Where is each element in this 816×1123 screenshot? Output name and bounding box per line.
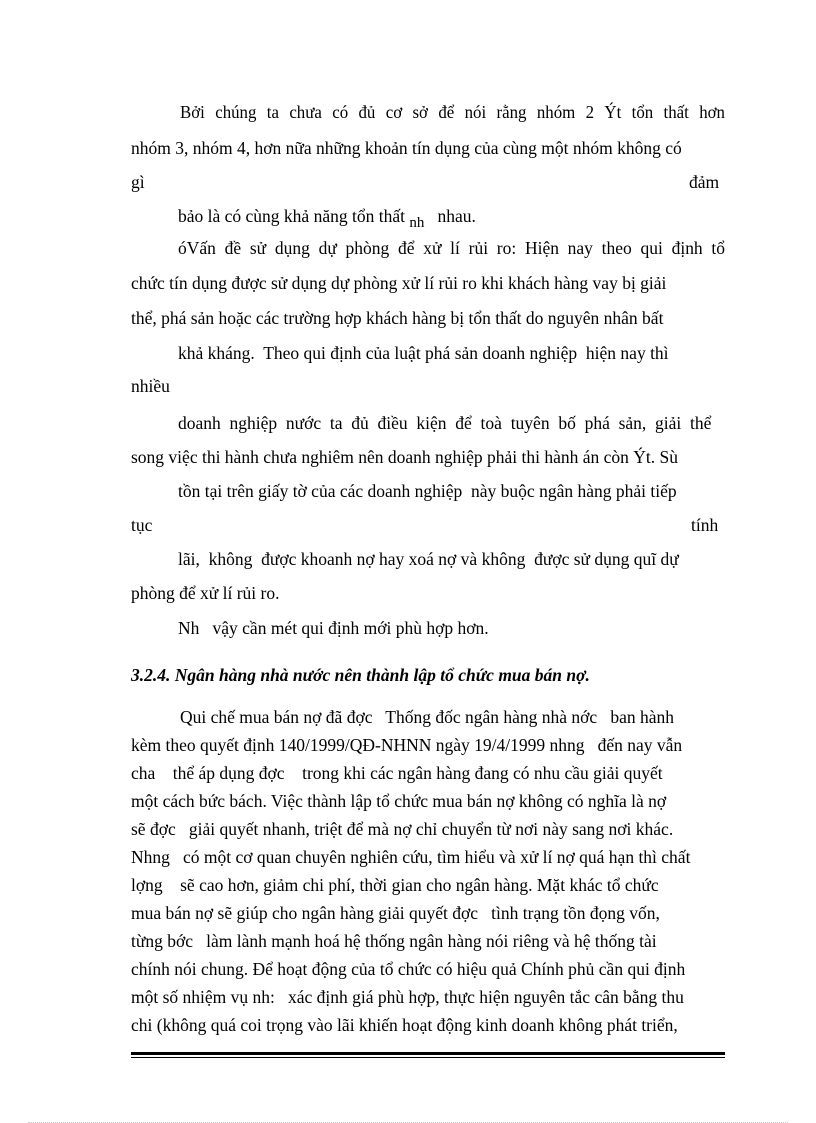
para2-line4: khả kháng. Theo qui định của luật phá sản doanh nghiệp hiện nay thì — [178, 343, 669, 363]
para1-line3-right: đảm — [689, 172, 720, 192]
para1-line4 — [178, 205, 476, 229]
para1-line4-a: bảo là có cùng khả năng tổn thất — [178, 206, 410, 226]
para2-line9-right: tính — [691, 515, 719, 535]
para1-line3-left: gì — [131, 172, 145, 192]
para2-line11: phòng để xử lí rủi ro. — [131, 583, 280, 603]
para2-line2: chức tín dụng được sử dụng dự phòng xử lí rủi ro khi khách hàng vay bị giải — [131, 273, 667, 293]
section-line: một cách bức bách. Việc thành lập tổ chức mua bán nợ không có nghĩa là nợ — [131, 791, 667, 811]
section-line: Nhng có một cơ quan chuyên nghiên cứu, tìm hiểu và xử lí nợ quá hạn thì chất — [131, 847, 691, 867]
para2-line3: thể, phá sản hoặc các trường hợp khách hàng bị tổn thất do nguyên nhân bất — [131, 308, 664, 328]
para1-line4-b: nhau. — [424, 206, 476, 226]
para1-line4-sub: nh — [409, 215, 425, 231]
section-line: chính nói chung. Để hoạt động của tổ chức có hiệu quả Chính phủ cần qui định — [131, 959, 686, 979]
section-line: một số nhiệm vụ nh: xác định giá phù hợp, thực hiện nguyên tắc cân bằng thu — [131, 987, 684, 1007]
para2-line6: doanh nghiệp nước ta đủ điều kiện để toà tuyên bố phá sản, giải thể — [178, 413, 712, 433]
para1-line2: nhóm 3, nhóm 4, hơn nữa những khoản tín dụng của cùng một nhóm không có — [131, 138, 682, 158]
para2-line12: Nh vậy cần mét qui định mới phù hợp hơn. — [178, 618, 489, 638]
footer-rule-thick — [131, 1052, 725, 1055]
section-line: lợng sẽ cao hơn, giảm chi phí, thời gian cho ngân hàng. Mặt khác tổ chức — [131, 875, 659, 895]
section-line: cha thể áp dụng đợc trong khi các ngân hàng đang có nhu cầu giải quyết — [131, 763, 663, 783]
section-line: từng bớc làm lành mạnh hoá hệ thống ngân hàng nói riêng và hệ thống tài — [131, 931, 657, 951]
section-heading: 3.2.4. Ngân hàng nhà nước nên thành lập tổ chức mua bán nợ. — [131, 665, 590, 685]
section-line: mua bán nợ sẽ giúp cho ngân hàng giải quyết đợc tình trạng tồn đọng vốn, — [131, 903, 660, 923]
para2-line7: song việc thi hành chưa nghiêm nên doanh nghiệp phải thi hành án còn Ýt. Sù — [131, 447, 679, 467]
para2-line1: óVấn đề sử dụng dự phòng để xử lí rủi ro: Hiện nay theo qui định tổ — [178, 238, 726, 258]
para2-line8: tồn tại trên giấy tờ của các doanh nghiệp này buộc ngân hàng phải tiếp — [178, 481, 677, 501]
section-line: chi (không quá coi trọng vào lãi khiến hoạt động kinh doanh không phát triển, — [131, 1015, 678, 1035]
para1-line1: Bởi chúng ta chưa có đủ cơ sở để nói rằng nhóm 2 Ýt tổn thất hơn — [180, 102, 725, 122]
section-line: Qui chế mua bán nợ đã đợc Thống đốc ngân hàng nhà nớc ban hành — [180, 707, 674, 727]
section-line: kèm theo quyết định 140/1999/QĐ-NHNN ngày 19/4/1999 nhng đến nay vẫn — [131, 735, 683, 755]
footer-rule-thin — [131, 1057, 725, 1058]
section-line: sẽ đợc giải quyết nhanh, triệt để mà nợ chỉ chuyển từ nơi này sang nơi khác. — [131, 819, 674, 839]
para2-line9-left: tục — [131, 515, 153, 535]
para2-line5: nhiều — [131, 376, 170, 396]
para2-line10: lãi, không được khoanh nợ hay xoá nợ và không được sử dụng quĩ dự — [178, 549, 679, 569]
